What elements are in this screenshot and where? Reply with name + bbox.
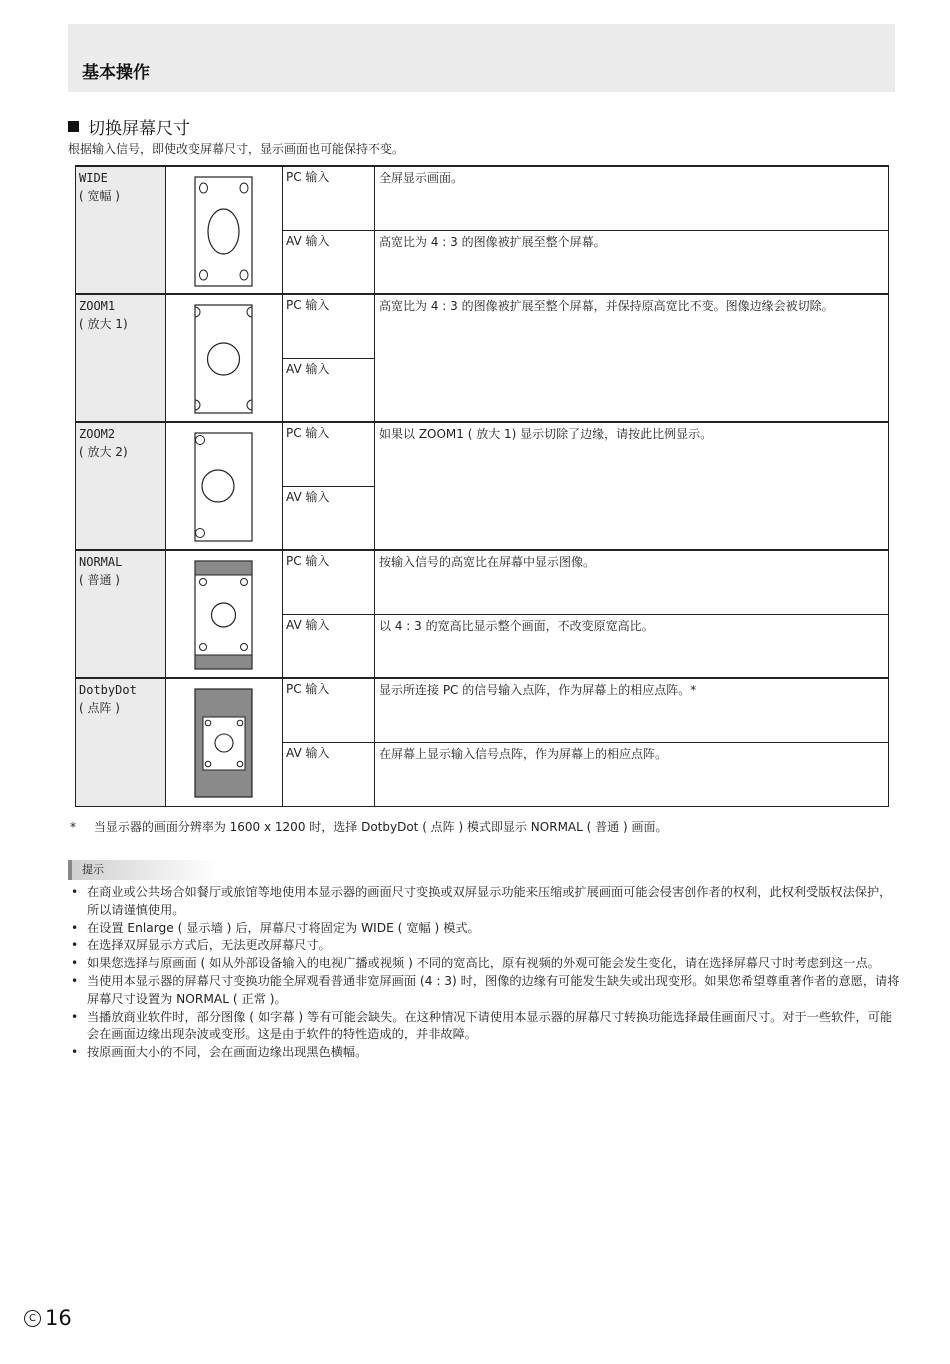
header-bar [68,24,895,92]
input-label-pc: PC 输入 [283,294,375,358]
mode-name-cell [76,550,166,678]
mode-desc-pc: 显示所连接 PC 的信号输入点阵，作为屏幕上的相应点阵。* [375,678,889,742]
list-item: • 当播放商业软件时，部分图像 ( 如字幕 ) 等有可能会缺失。在这种情况下请使用本显示器的屏幕尺寸转换功能选择最佳画面尺寸。对于一些软件，可能会在画面边缘出现杂波或变形。这是由于软件的特性造成的，并非故障。 [70,1009,900,1045]
input-label-pc: PC 输入 [283,550,375,614]
section-intro: 根据输入信号，即使改变屏幕尺寸，显示画面也可能保持不变。 [68,142,405,156]
mode-name-cn: ( 普通 ) [79,573,120,587]
mode-name: NORMAL [79,555,123,569]
mode-desc-av: 在屏幕上显示输入信号点阵，作为屏幕上的相应点阵。 [375,742,889,806]
input-label-pc: PC 输入 [283,166,375,230]
normal-diagram-icon [166,550,283,678]
mode-row-dotbydot [76,678,889,742]
list-item: • 当使用本显示器的屏幕尺寸变换功能全屏观看普通非宽屏画面 (4 : 3) 时，图像的边缘有可能发生缺失或出现变形。如果您希望尊重著作者的意愿，请将屏幕尺寸设置为 NORMAL ( 正常 )。 [70,973,900,1009]
list-item: • 在选择双屏显示方式后，无法更改屏幕尺寸。 [70,937,900,955]
mode-name: ZOOM2 [79,427,116,441]
input-label-av: AV 输入 [283,486,375,550]
language-c-icon: C [24,1310,41,1327]
header-title: 基本操作 [82,63,150,83]
mode-desc-av: 高宽比为 4 : 3 的图像被扩展至整个屏幕。 [375,230,889,294]
tips-list [70,884,900,1062]
zoom1-diagram-icon [166,294,283,422]
mode-desc-pc: 按输入信号的高宽比在屏幕中显示图像。 [375,550,889,614]
mode-desc-pc: 全屏显示画面。 [375,166,889,230]
mode-name-cn: ( 放大 2) [79,445,128,459]
input-label-av: AV 输入 [283,358,375,422]
wide-diagram-icon [166,166,283,294]
section-title [68,114,190,139]
list-item: • 如果您选择与原画面 ( 如从外部设备输入的电视广播或视频 ) 不同的宽高比，原有视频的外观可能会发生变化，请在选择屏幕尺寸时考虑到这一点。 [70,955,900,973]
input-label-av: AV 输入 [283,614,375,678]
input-label-av: AV 输入 [283,230,375,294]
mode-name-cn: ( 宽幅 ) [79,189,120,203]
mode-row-wide [76,166,889,230]
mode-name-cell [76,422,166,550]
tips-label: 提示 [68,860,218,880]
footnote [70,818,667,835]
screen-size-table [75,165,889,807]
list-item: • 在设置 Enlarge ( 显示墙 ) 后，屏幕尺寸将固定为 WIDE ( 宽幅 ) 模式。 [70,920,900,938]
mode-name-cell [76,166,166,294]
footnote-text: 当显示器的画面分辨率为 1600 x 1200 时，选择 DotbyDot ( 点阵 ) 模式即显示 NORMAL ( 普通 ) 画面。 [93,820,668,834]
mode-name-cell [76,678,166,806]
input-label-av: AV 输入 [283,742,375,806]
mode-desc: 如果以 ZOOM1 ( 放大 1) 显示切除了边缘，请按此比例显示。 [375,422,889,550]
mode-desc-av: 以 4 : 3 的宽高比显示整个画面，不改变原宽高比。 [375,614,889,678]
mode-name: DotbyDot [79,683,137,697]
mode-row-zoom1 [76,294,889,358]
mode-row-zoom2 [76,422,889,486]
mode-name: ZOOM1 [79,299,116,313]
dotbydot-diagram-icon [166,678,283,806]
input-label-pc: PC 输入 [283,422,375,486]
section-title-text: 切换屏幕尺寸 [88,119,190,139]
mode-desc: 高宽比为 4 : 3 的图像被扩展至整个屏幕，并保持原高宽比不变。图像边缘会被切除。 [375,294,889,422]
mode-name-cn: ( 点阵 ) [79,701,120,715]
zoom2-diagram-icon [166,422,283,550]
page-number-value: 16 [45,1306,72,1330]
mode-row-normal [76,550,889,614]
mode-name-cn: ( 放大 1) [79,317,128,331]
footnote-mark: * [70,820,76,834]
square-bullet-icon [68,121,79,132]
list-item: • 按原画面大小的不同，会在画面边缘出现黑色横幅。 [70,1044,900,1062]
list-item: • 在商业或公共场合如餐厅或旅馆等地使用本显示器的画面尺寸变换或双屏显示功能来压缩或扩展画面可能会侵害创作者的权利，此权利受版权法保护，所以请谨慎使用。 [70,884,900,920]
page-number [24,1306,72,1330]
mode-name: WIDE [79,171,108,185]
mode-name-cell [76,294,166,422]
input-label-pc: PC 输入 [283,678,375,742]
